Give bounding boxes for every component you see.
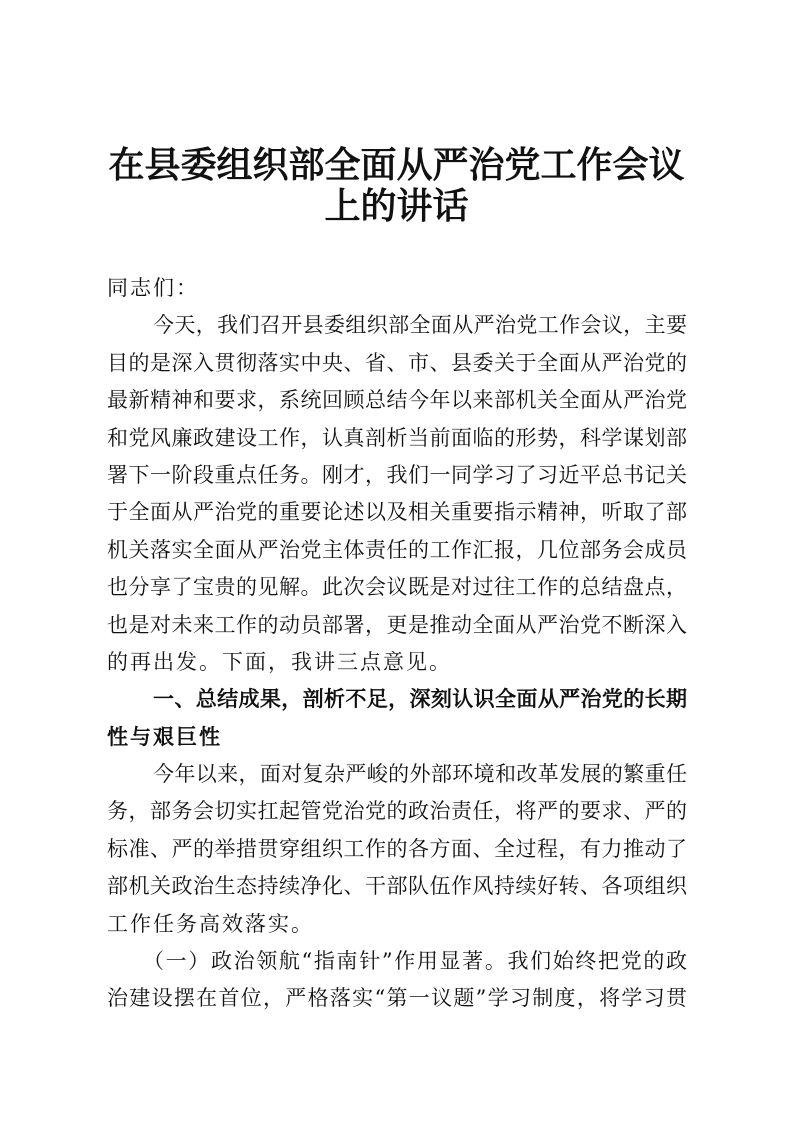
text-line: 务，部务会切实扛起管党治党的政治责任，将严的要求、严的 [107,799,687,824]
paragraph-summary [107,756,687,943]
text-line: 最新精神和要求，系统回顾总结今年以来部机关全面从严治党 [107,388,687,413]
title-line: 上的讲话 [324,186,469,227]
text-line: 也是对未来工作的动员部署，更是推动全面从严治党不断深入 [107,612,687,637]
text-line: 工作任务高效落实。 [107,911,314,936]
text-line: 的再出发。下面，我讲三点意见。 [107,649,452,674]
section-heading [107,681,687,756]
paragraph-intro [107,307,687,681]
heading-line: 一、总结成果，剖析不足，深刻认识全面从严治党的长期 [153,687,687,712]
text-line: 署下一阶段重点任务。刚才，我们一同学习了习近平总书记关 [107,462,687,487]
text-line: 治建设摆在首位，严格落实“第一议题”学习制度，将学习贯 [107,986,687,1011]
text-line: （一）政治领航“指南针”作用显著。我们始终把党的政 [143,949,687,974]
text-line: 部机关政治生态持续净化、干部队伍作风持续好转、各项组织 [107,874,687,899]
title-line: 在县委组织部全面从严治党工作会议 [108,145,685,186]
text-line: 也分享了宝贵的见解。此次会议既是对过往工作的总结盘点， [107,575,687,600]
text-line: 和党风廉政建设工作，认真剖析当前面临的形势，科学谋划部 [107,425,687,450]
document-title [60,145,733,227]
salutation: 同志们： [107,276,199,300]
document-body [107,270,687,1018]
heading-line: 性与艰巨性 [107,724,222,749]
text-line: 目的是深入贯彻落实中央、省、市、县委关于全面从严治党的 [107,350,687,375]
paragraph-subsection-1 [107,943,687,1018]
text-line: 今天，我们召开县委组织部全面从严治党工作会议，主要 [153,313,687,338]
text-line: 标准、严的举措贯穿组织工作的各方面、全过程，有力推动了 [107,836,687,861]
text-line: 今年以来，面对复杂严峻的外部环境和改革发展的繁重任 [153,762,687,787]
text-line: 机关落实全面从严治党主体责任的工作汇报，几位部务会成员 [107,537,687,562]
text-line: 于全面从严治党的重要论述以及相关重要指示精神，听取了部 [107,500,687,525]
